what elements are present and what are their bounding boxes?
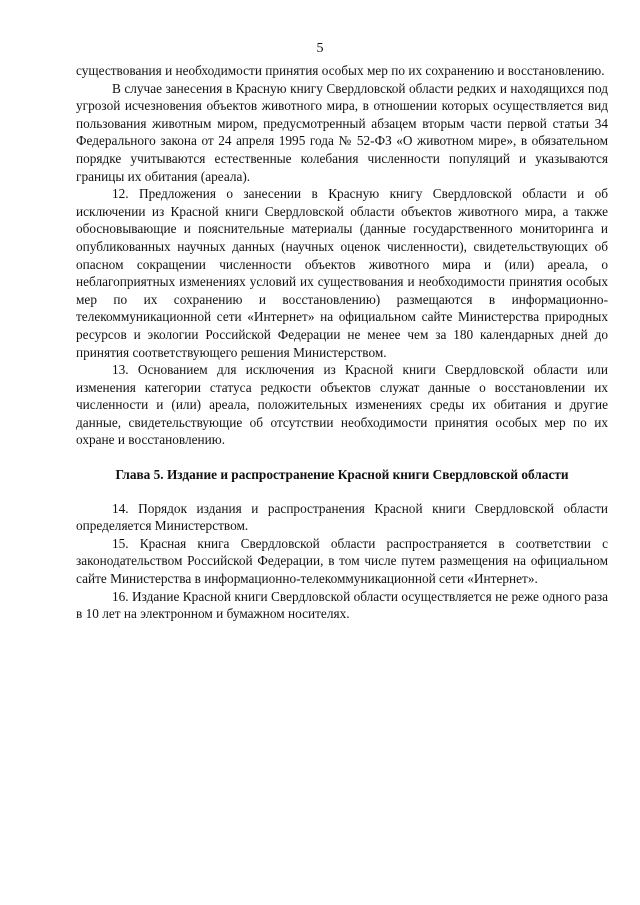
- paragraph-item-14: 14. Порядок издания и распространения Красной книги Свердловской области определяется Министерством.: [76, 500, 608, 534]
- paragraph-item-12: 12. Предложения о занесении в Красную книгу Свердловской области и об исключении из Красной книги Свердловской области объектов животного мира, а также обосновывающие и пояснительные материалы (данные государственного мониторинга и опубликованных научных данных (научных оценок численности), свидетельствующих об опасном сокращении численности объектов животного мира и (или) ареала, о неблагоприятных изменениях условий их существования и необходимости принятия особых мер по их сохранению и восстановлению) размещаются в информационно-телекоммуникационной сети «Интернет» на официальном сайте Министерства природных ресурсов и экологии Российской Федерации не менее чем за 180 календарных дней до принятия соответствующего решения Министерством.: [76, 186, 608, 360]
- paragraph-item-15: 15. Красная книга Свердловской области распространяется в соответствии с законодательством Российской Федерации, в том числе путем размещения на официальном сайте Министерства в информационно-телекоммуникационной сети «Интернет».: [76, 535, 608, 587]
- paragraph-item-16: 16. Издание Красной книги Свердловской области осуществляется не реже одного раза в 10 лет на электронном и бумажном носителях.: [76, 588, 608, 622]
- page-number: 5: [316, 41, 324, 56]
- paragraph-item-13: 13. Основанием для исключения из Красной книги Свердловской области или изменения категории статуса редкости объектов служат данные о восстановлении их численности и (или) ареала, положительных изменениях среды их обитания и другие данные, свидетельствующие об отсутствии необходимости принятия особых мер по их охране и восстановлению.: [76, 362, 608, 448]
- document-body: [76, 62, 608, 623]
- paragraph-continuation: существования и необходимости принятия особых мер по их сохранению и восстановлению.: [76, 63, 605, 78]
- paragraph-red-book-hunting: В случае занесения в Красную книгу Свердловской области редких и находящихся под угрозой исчезновения объектов животного мира, в отношении которых осуществляется вид пользования животным миром, предусмотренный абзацем вторым части первой статьи 34 Федерального закона от 24 апреля 1995 года № 52-ФЗ «О животном мире», в обязательном порядке учитываются естественные колебания численности популяций и указываются границы их обитания (ареала).: [76, 80, 608, 184]
- chapter-5-heading: Глава 5. Издание и распространение Красной книги Свердловской области: [115, 467, 569, 483]
